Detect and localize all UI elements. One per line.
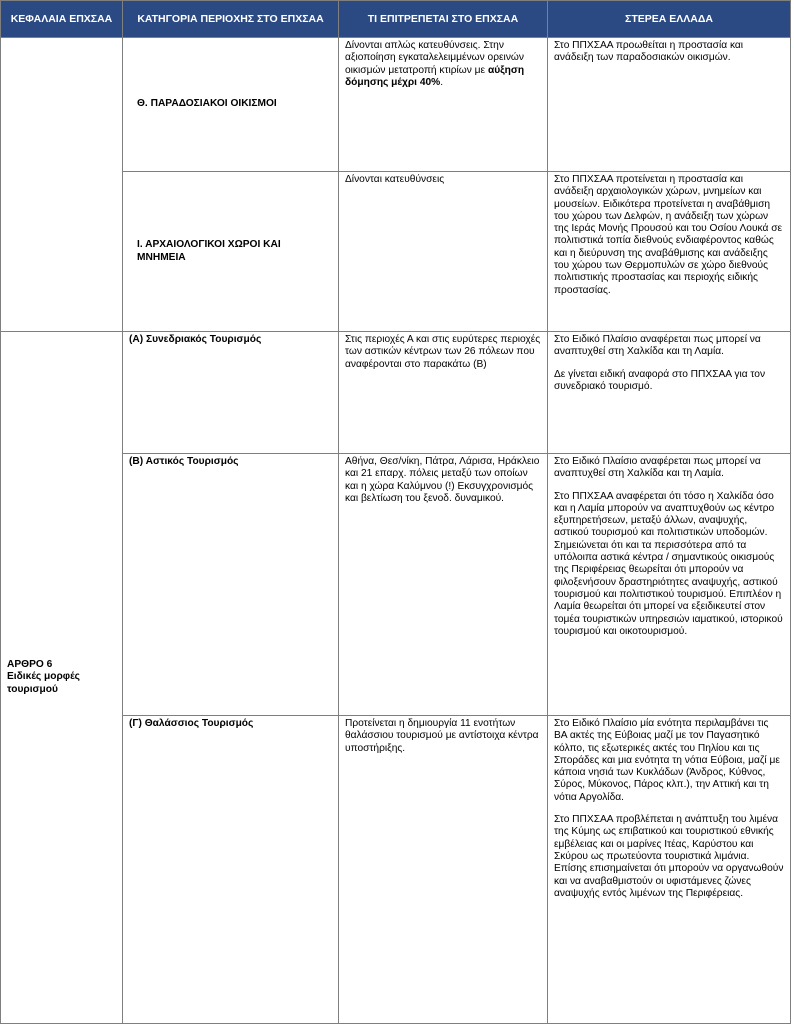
sterea-cell <box>548 454 791 716</box>
table-header-row <box>1 1 791 38</box>
chapter-cell-article-6 <box>1 332 123 1024</box>
table-row <box>1 332 791 454</box>
allowed-text: Προτείνεται η δημιουργία 11 ενοτήτων θαλάσσιου τουρισμού με αντίστοιχα κέντρα υποστήριξης. <box>345 718 539 754</box>
sterea-paragraph: Δε γίνεται ειδική αναφορά στο ΠΠΧΣΑΑ για τον συνεδριακό τουρισμό. <box>554 368 766 392</box>
sterea-paragraph: Στο Ειδικό Πλαίσιο αναφέρεται πως μπορεί να αναπτυχθεί στη Χαλκίδα και τη Λαμία. <box>554 334 761 358</box>
category-cell <box>123 716 339 1024</box>
allowed-cell <box>339 454 548 716</box>
allowed-text: Δίνονται κατευθύνσεις <box>345 174 445 185</box>
sterea-paragraph: Στο ΠΠΧΣΑΑ αναφέρεται ότι τόσο η Χαλκίδα όσο και η Λαμία μπορούν να αναπτυχθούν ως κέντρο εξυπηρετήσεων, μεταξύ άλλων, αναψυχής, αστικού τουρισμού και πολιτιστικών υποδομών. Σημειώνεται ότι και τα περισσότερα από τα υπόλοιπα αστικά κέντρα / σημαντικούς οικισμούς της Περιφέρειας θεωρείται ότι μπορούν να φιλοξενήσουν δραστηριότητες αναψυχής, αστικού τουρισμού και πολιτιστικού τουρισμού. Επιπλέον η Λαμία θεωρείται ότι μπορεί να εξειδικευτεί στον τομέα τουριστικών υπηρεσιών ιαματικού, ιστορικού τουρισμού και οικοτουρισμού. <box>554 490 783 637</box>
sterea-paragraph: Στο Ειδικό Πλαίσιο αναφέρεται πως μπορεί να αναπτυχθεί στη Χαλκίδα και τη Λαμία. <box>554 456 761 480</box>
category-text: Θ. ΠΑΡΑΔΟΣΙΑΚΟΙ ΟΙΚΙΣΜΟΙ <box>137 98 277 110</box>
sterea-paragraph: Στο ΠΠΧΣΑΑ προβλέπεται η ανάπτυξη του λιμένα της Κύμης ως επιβατικού και τουριστικού εθνικής εμβέλειας και οι μαρίνες Ιτέας, Καρύστου και Σκύρου ως πρωτεύοντα τουριστικά λιμάνια. Επίσης επισημαίνεται ότι μπορούν να οργανωθούν και να αναβαθμιστούν οι υφιστάμενες ζώνες αναψυχής εντός λιμένων της Περιφέρειας. <box>554 814 784 899</box>
header-area-category: ΚΑΤΗΓΟΡΙΑ ΠΕΡΙΟΧΗΣ ΣΤΟ ΕΠΧΣΑΑ <box>123 1 339 38</box>
sterea-paragraph: Στο Ειδικό Πλαίσιο μία ενότητα περιλαμβάνει τις ΒΑ ακτές της Εύβοιας μαζί με τον Παγασητικό κόλπο, τις εξωτερικές ακτές του Πηλίου και τις Σποράδες και μια ενότητα τη νότια Εύβοια, μαζί με κάποια νησιά των Κυκλάδων (Άνδρος, Κύθνος, Σύρος, Μύκονος, Πάρος κλπ.), την Αττική και τη νότια Αργολίδα. <box>554 718 780 803</box>
sterea-cell <box>548 332 791 454</box>
category-text: Ι. ΑΡΧΑΙΟΛΟΓΙΚΟΙ ΧΩΡΟΙ ΚΑΙ ΜΝΗΜΕΙΑ <box>137 239 281 263</box>
allowed-bold-text: αύξηση δόμησης μέχρι 40% <box>345 64 525 88</box>
allowed-cell <box>339 172 548 332</box>
allowed-cell <box>339 38 548 172</box>
allowed-end: . <box>440 76 444 88</box>
chapter-title: ΑΡΘΡΟ 6 <box>7 659 53 671</box>
category-text: (Α) Συνεδριακός Τουρισμός <box>129 334 262 345</box>
sterea-cell <box>548 38 791 172</box>
category-text: (Γ) Θαλάσσιος Τουρισμός <box>129 718 254 729</box>
allowed-text: Αθήνα, Θεσ/νίκη, Πάτρα, Λάρισα, Ηράκλειο και 21 επαρχ. πόλεις μεταξύ των οποίων και η χώρα Καλύμνου (!) Εκσυγχρονισμός και βελτίωση του ξενοδ. δυναμικού. <box>345 456 540 504</box>
allowed-cell <box>339 716 548 1024</box>
chapter-subtitle: Ειδικές μορφές τουρισμού <box>7 671 80 695</box>
allowed-text: Δίνονται απλώς κατευθύνσεις. Στην αξιοποίηση εγκαταλελειμμένων ορεινών οικισμών μετατροπή κτιρίων με <box>345 40 524 76</box>
category-cell <box>123 454 339 716</box>
header-chapters: ΚΕΦΑΛΑΙΑ ΕΠΧΣΑΑ <box>1 1 123 38</box>
chapter-cell-empty <box>1 38 123 332</box>
sterea-paragraph: Στο ΠΠΧΣΑΑ προωθείται η προστασία και ανάδειξη των παραδοσιακών οικισμών. <box>554 40 744 64</box>
header-sterea-ellada: ΣΤΕΡΕΑ ΕΛΛΑΔΑ <box>548 1 791 38</box>
category-cell <box>123 172 339 332</box>
category-text: (Β) Αστικός Τουρισμός <box>129 456 239 467</box>
header-allowed: ΤΙ ΕΠΙΤΡΕΠΕΤΑΙ ΣΤΟ ΕΠΧΣΑΑ <box>339 1 548 38</box>
category-cell <box>123 332 339 454</box>
allowed-text: Στις περιοχές Α και στις ευρύτερες περιοχές των αστικών κέντρων των 26 πόλεων που αναφέρονται στο παρακάτω (Β) <box>345 334 541 370</box>
sterea-cell <box>548 172 791 332</box>
category-cell <box>123 38 339 172</box>
sterea-cell <box>548 716 791 1024</box>
allowed-cell <box>339 332 548 454</box>
sterea-paragraph: Στο ΠΠΧΣΑΑ προτείνεται η προστασία και ανάδειξη αρχαιολογικών χώρων, μνημείων και μουσείων. Ειδικότερα προτείνεται η αναβάθμιση του χώρου των Δελφών, η ανάδειξη των χώρων της Ιεράς Μονής Προυσού και του Οσίου Λουκά σε πολιτιστικά τοπία διεθνούς ενδιαφέροντος καθώς και η διεύρυνση της αναβάθμισης και ανάδειξης του χώρου των Θερμοπυλών σε χώρο διεθνούς πολιτιστικής προστασίας και περιοχής ειδικής προστασίας. <box>554 174 783 296</box>
table-row <box>1 38 791 172</box>
